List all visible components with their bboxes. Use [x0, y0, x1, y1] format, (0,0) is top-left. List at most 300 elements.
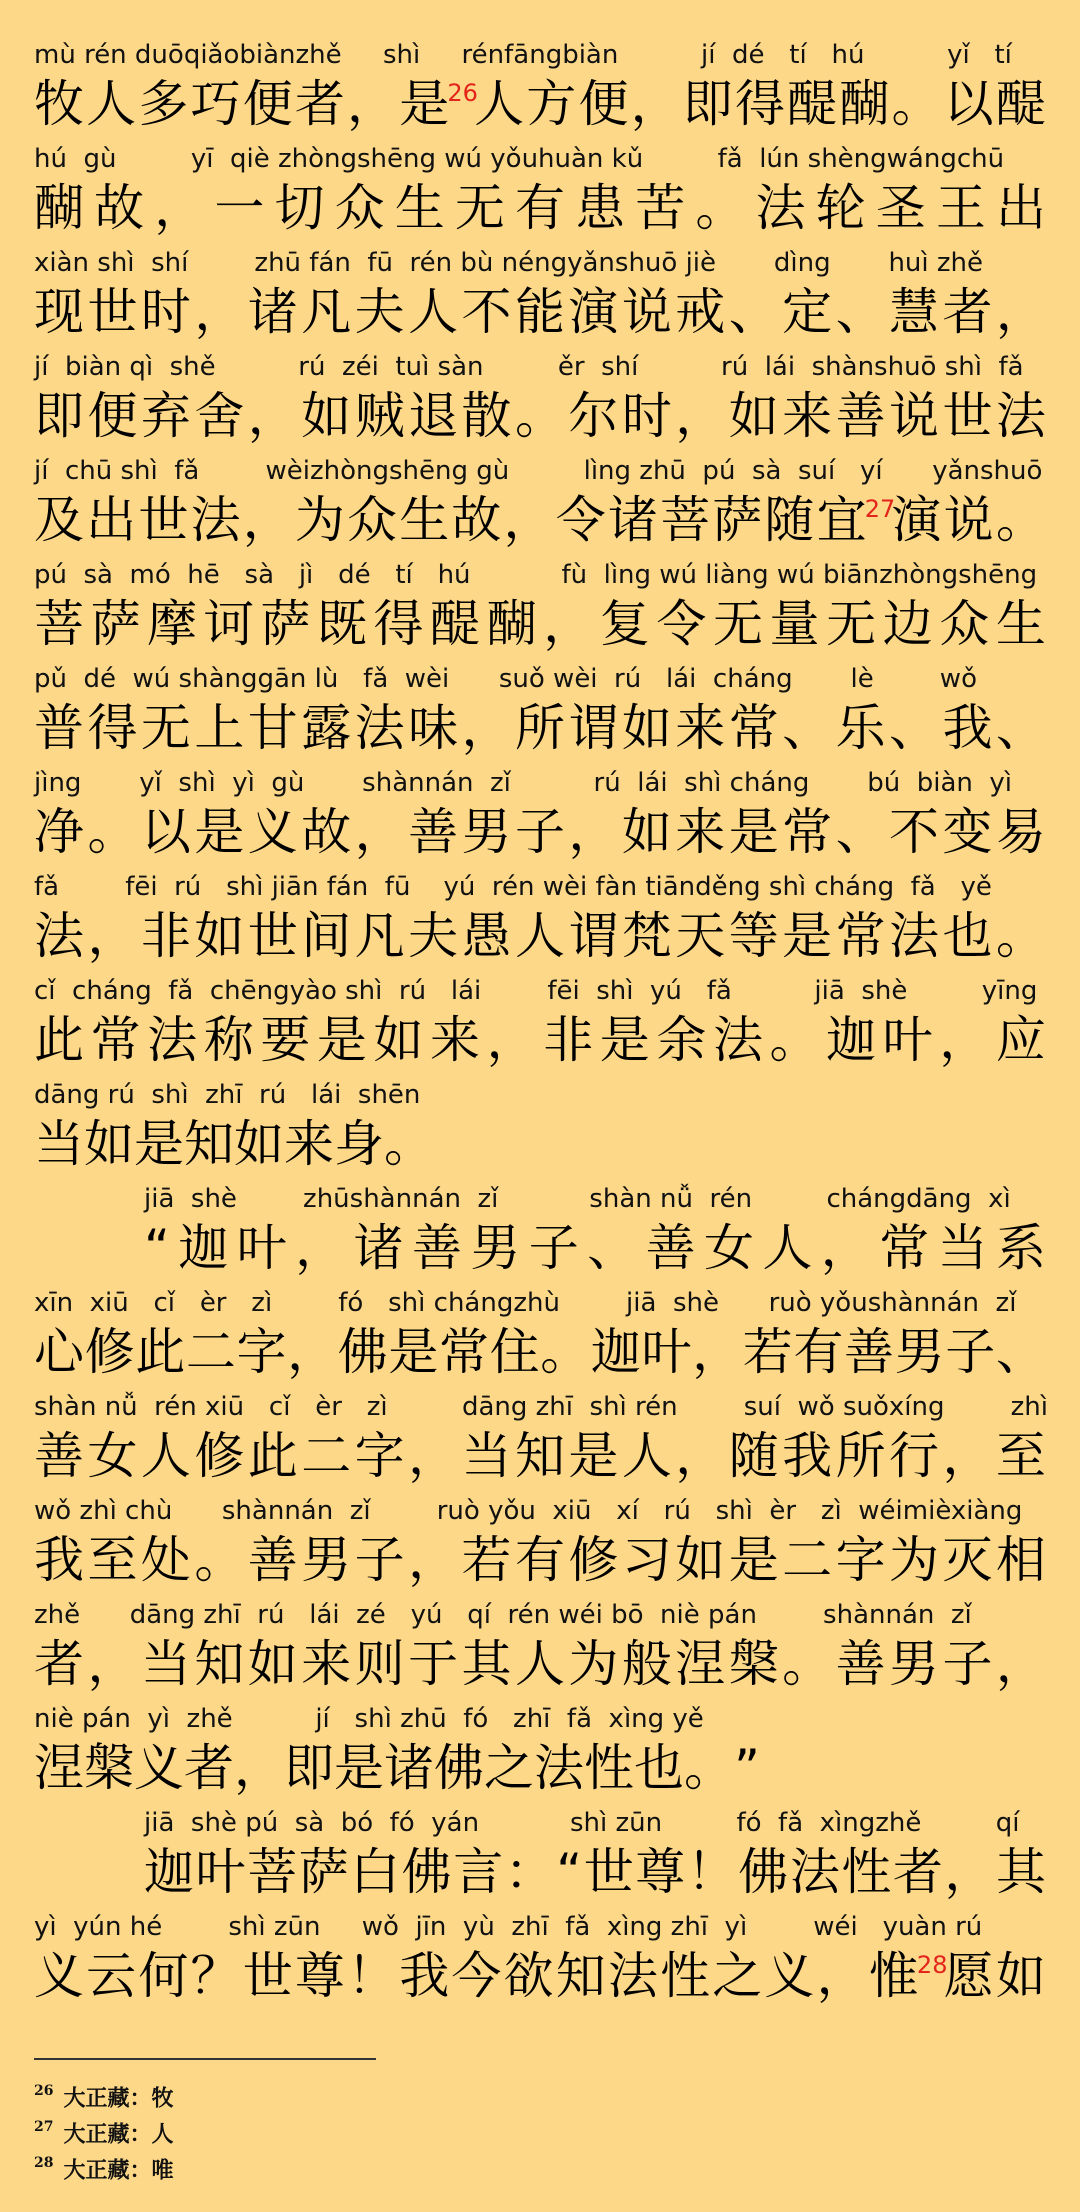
- glyph: 如: [247, 1635, 298, 1693]
- glyph: 二: [782, 1531, 833, 1589]
- footnote-number: 28: [34, 2155, 54, 2171]
- glyph: 是: [728, 803, 779, 861]
- glyph: 乐: [835, 699, 886, 757]
- glyph: 于: [408, 1635, 459, 1693]
- glyph: 是: [728, 1531, 779, 1589]
- verse-line: [34, 454, 1046, 558]
- footnote-ref[interactable]: 26: [447, 79, 478, 107]
- glyph: 迦: [144, 1843, 194, 1901]
- glyph: 诸: [353, 1219, 404, 1277]
- glyph: 如: [301, 387, 352, 445]
- glyph: 既: [316, 595, 367, 653]
- glyph: 常: [728, 699, 779, 757]
- glyph: 凡: [354, 907, 405, 965]
- glyph: 萨: [260, 595, 311, 653]
- glyph: ，: [820, 1219, 871, 1277]
- footnote-ref[interactable]: 28: [916, 1951, 948, 1979]
- glyph: 字: [354, 1427, 405, 1485]
- glyph: 边: [882, 595, 933, 653]
- glyph: 如: [373, 1011, 424, 1069]
- glyph: ，: [461, 699, 512, 757]
- glyph: ，: [995, 1635, 1046, 1693]
- chinese-text: [34, 1632, 1046, 1696]
- pinyin-annotation: jiā shè zhūshànnán zǐ shàn nǚ rén chángdāng xì: [144, 1184, 1011, 1214]
- glyph: ！: [347, 1947, 398, 2005]
- glyph: ，: [675, 387, 726, 445]
- chinese-text: [144, 1840, 1046, 1904]
- glyph: 患: [575, 179, 626, 237]
- glyph: 醐: [839, 75, 890, 133]
- chinese-text: [34, 800, 1046, 864]
- chinese-text: [34, 592, 1046, 656]
- glyph: ，: [354, 803, 405, 861]
- glyph: 醍: [787, 75, 838, 133]
- glyph: 子: [942, 1635, 993, 1693]
- glyph: 是: [568, 1427, 619, 1485]
- glyph: 现: [34, 283, 84, 341]
- glyph: 法: [147, 1011, 198, 1069]
- chinese-text: [34, 488, 1046, 552]
- footnote-number: 27: [34, 2119, 54, 2135]
- verse-line: [34, 974, 1046, 1078]
- glyph: 者: [184, 1739, 234, 1797]
- glyph: 无: [454, 179, 505, 237]
- glyph: 诸: [247, 283, 298, 341]
- glyph: 女: [87, 1427, 138, 1485]
- glyph: 知: [194, 1635, 245, 1693]
- glyph: 。: [769, 1011, 820, 1069]
- glyph: 子: [514, 803, 565, 861]
- glyph: 众: [334, 179, 385, 237]
- glyph: 法: [789, 1843, 840, 1901]
- glyph: 演: [891, 491, 942, 549]
- glyph: 诃: [203, 595, 254, 653]
- glyph: ，: [568, 803, 619, 861]
- glyph: 非: [140, 907, 191, 965]
- glyph: 便: [578, 75, 629, 133]
- glyph: 无: [140, 699, 191, 757]
- glyph: 佛: [337, 1323, 388, 1381]
- glyph: 愿: [943, 1947, 994, 2005]
- glyph: ，: [942, 1427, 993, 1485]
- verse-line: [34, 142, 1046, 246]
- glyph: 演: [568, 283, 619, 341]
- glyph: 、: [995, 699, 1046, 757]
- glyph: 菩: [660, 491, 711, 549]
- chinese-text: [34, 384, 1046, 448]
- glyph: 众: [939, 595, 990, 653]
- glyph: 世: [138, 491, 189, 549]
- glyph: 谓: [568, 907, 619, 965]
- glyph: “: [144, 1219, 170, 1277]
- pinyin-annotation: hú gù yī qiè zhòngshēng wú yǒuhuàn kǔ fǎ lún shèngwángchū: [34, 144, 1005, 174]
- glyph: 知: [514, 1427, 565, 1485]
- glyph: 是: [399, 75, 450, 133]
- glyph: ，: [408, 1531, 459, 1589]
- glyph: ：: [504, 1843, 555, 1901]
- glyph: 普: [34, 699, 84, 757]
- glyph: 易: [995, 803, 1046, 861]
- glyph: 槃: [84, 1739, 134, 1797]
- glyph: 众: [347, 491, 398, 549]
- glyph: 之: [484, 1739, 534, 1797]
- glyph: 萨: [298, 1843, 349, 1901]
- chinese-text: [34, 1424, 1046, 1488]
- glyph: 醍: [995, 75, 1046, 133]
- glyph: 义: [34, 1947, 84, 2005]
- glyph: 时: [621, 387, 672, 445]
- verse-line: [34, 38, 1046, 142]
- glyph: 不: [889, 803, 939, 861]
- chinese-text: [34, 904, 1046, 968]
- glyph: ？: [190, 1947, 241, 2005]
- glyph: 是: [599, 1011, 650, 1069]
- glyph: 槃: [728, 1635, 779, 1693]
- glyph: 常: [439, 1323, 489, 1381]
- glyph: 弃: [140, 387, 191, 445]
- glyph: 者: [892, 1843, 943, 1901]
- glyph: 处: [140, 1531, 191, 1589]
- glyph: 叶: [195, 1843, 246, 1901]
- chinese-text: [34, 1528, 1046, 1592]
- glyph: 为: [294, 491, 345, 549]
- glyph: 何: [138, 1947, 189, 2005]
- glyph: 、: [587, 1219, 638, 1277]
- glyph: 世: [247, 907, 298, 965]
- glyph: ，: [194, 283, 245, 341]
- glyph: 愚: [461, 907, 512, 965]
- glyph: 、: [728, 283, 779, 341]
- glyph: 来: [782, 387, 833, 445]
- glyph: ，: [675, 1427, 726, 1485]
- glyph: 散: [461, 387, 512, 445]
- glyph: 。: [540, 1323, 591, 1381]
- pinyin-annotation: shàn nǚ rén xiū cǐ èr zì dāng zhī shì rén suí wǒ suǒxíng zhì: [34, 1392, 1048, 1422]
- glyph: 者: [942, 283, 993, 341]
- glyph: ，: [154, 179, 205, 237]
- glyph: 世: [583, 1843, 634, 1901]
- glyph: 如: [84, 1115, 134, 1173]
- glyph: 。: [995, 907, 1046, 965]
- verse-line: [34, 662, 1046, 766]
- footnote-text: 大正藏：唯: [63, 2157, 174, 2184]
- glyph: ，: [347, 75, 398, 133]
- glyph: 醐: [486, 595, 537, 653]
- glyph: ，: [295, 1219, 346, 1277]
- glyph: 二: [301, 1427, 352, 1485]
- glyph: 得: [734, 75, 785, 133]
- glyph: 我: [942, 699, 993, 757]
- glyph: 是: [134, 1115, 184, 1173]
- glyph: 当: [140, 1635, 191, 1693]
- glyph: 。: [194, 1531, 245, 1589]
- glyph: 尊: [294, 1947, 345, 2005]
- verse-line: [34, 1910, 1046, 2014]
- glyph: 尔: [568, 387, 619, 445]
- glyph: 无: [712, 595, 763, 653]
- glyph: 生: [399, 491, 450, 549]
- glyph: 法: [889, 907, 939, 965]
- footnote-item: [34, 2111, 634, 2147]
- glyph: 善: [411, 1219, 462, 1277]
- glyph: 便: [87, 387, 138, 445]
- glyph: 萨: [90, 595, 141, 653]
- glyph: 说: [889, 387, 939, 445]
- glyph: 切: [274, 179, 325, 237]
- glyph: 露: [301, 699, 352, 757]
- glyph: 也: [634, 1739, 684, 1797]
- glyph: ，: [995, 283, 1046, 341]
- glyph: 。: [891, 75, 942, 133]
- glyph: 佛: [434, 1739, 484, 1797]
- glyph: 我: [782, 1427, 833, 1485]
- glyph: 如: [621, 803, 672, 861]
- glyph: 云: [86, 1947, 137, 2005]
- glyph: 能: [514, 283, 565, 341]
- glyph: 随: [764, 491, 815, 549]
- verse-line: [34, 246, 1046, 350]
- glyph: 时: [140, 283, 191, 341]
- verse-line: [34, 1702, 1046, 1806]
- glyph: ，: [247, 387, 298, 445]
- verse-line: [34, 1078, 1046, 1182]
- glyph: 萨: [712, 491, 763, 549]
- glyph: 男: [301, 1531, 352, 1589]
- glyph: 舍: [194, 387, 245, 445]
- glyph: 随: [728, 1427, 779, 1485]
- glyph: 二: [185, 1323, 236, 1381]
- chinese-text: [34, 280, 1046, 344]
- footnote-ref[interactable]: 27: [864, 495, 896, 523]
- glyph: ，: [486, 1011, 537, 1069]
- footnote-divider: [34, 2058, 376, 2060]
- glyph: 性: [660, 1947, 711, 2005]
- glyph: 、: [835, 803, 886, 861]
- glyph: 、: [889, 699, 939, 757]
- glyph: 世: [942, 387, 993, 445]
- glyph: 为: [568, 1635, 619, 1693]
- footnote-text: 大正藏：牧: [63, 2085, 174, 2112]
- glyph: 法: [354, 699, 405, 757]
- glyph: 人: [86, 75, 137, 133]
- glyph: 称: [203, 1011, 254, 1069]
- verse-line: [34, 350, 1046, 454]
- glyph: 行: [889, 1427, 939, 1485]
- glyph: 凡: [301, 283, 352, 341]
- glyph: 也: [942, 907, 993, 965]
- glyph: 。: [514, 387, 565, 445]
- glyph: 当: [34, 1115, 84, 1173]
- glyph: 如: [194, 907, 245, 965]
- glyph: ，: [408, 1427, 459, 1485]
- glyph: 是: [316, 1011, 367, 1069]
- glyph: 此: [34, 1011, 84, 1069]
- glyph: 义: [247, 803, 298, 861]
- glyph: 以: [943, 75, 994, 133]
- glyph: 子: [945, 1323, 996, 1381]
- glyph: 天: [675, 907, 726, 965]
- glyph: 佛: [401, 1843, 452, 1901]
- glyph: 醐: [34, 179, 84, 237]
- glyph: 善: [247, 1531, 298, 1589]
- glyph: 性: [584, 1739, 634, 1797]
- glyph: 令: [555, 491, 606, 549]
- glyph: 、: [782, 699, 833, 757]
- glyph: ，: [87, 907, 138, 965]
- glyph: 欲: [503, 1947, 554, 2005]
- glyph: 。: [87, 803, 138, 861]
- glyph: 法: [534, 1739, 584, 1797]
- glyph: 出: [86, 491, 137, 549]
- glyph: 白: [350, 1843, 401, 1901]
- glyph: ”: [734, 1739, 760, 1797]
- verse-line: [34, 1598, 1046, 1702]
- glyph: 法: [190, 491, 241, 549]
- glyph: 是: [782, 907, 833, 965]
- glyph: 法: [755, 179, 806, 237]
- chinese-text: [34, 1736, 1046, 1800]
- glyph: 退: [408, 387, 459, 445]
- glyph: 多: [138, 75, 189, 133]
- pinyin-annotation: fǎ fēi rú shì jiān fán fū yú rén wèi fàn tiānděng shì cháng fǎ yě: [34, 872, 992, 902]
- glyph: 则: [354, 1635, 405, 1693]
- glyph: 是: [388, 1323, 439, 1381]
- glyph: 来: [284, 1115, 334, 1173]
- glyph: 一: [214, 179, 265, 237]
- glyph: 要: [260, 1011, 311, 1069]
- glyph: 心: [34, 1323, 84, 1381]
- glyph: 男: [470, 1219, 521, 1277]
- glyph: 及: [34, 491, 84, 549]
- chinese-text: [34, 1944, 1046, 2008]
- glyph: 我: [399, 1947, 450, 2005]
- chinese-text: [34, 176, 1046, 240]
- pinyin-annotation: niè pán yì zhě jí shì zhū fó zhī fǎ xìng yě: [34, 1704, 704, 1734]
- glyph: 性: [841, 1843, 892, 1901]
- glyph: 即: [34, 387, 84, 445]
- glyph: 相: [995, 1531, 1046, 1589]
- glyph: 。: [384, 1115, 434, 1173]
- glyph: 当: [937, 1219, 988, 1277]
- glyph: 、: [995, 1323, 1046, 1381]
- glyph: ，: [242, 491, 293, 549]
- verse-line: [144, 1806, 1046, 1910]
- glyph: 善: [34, 1427, 84, 1485]
- glyph: 若: [461, 1531, 512, 1589]
- glyph: 变: [942, 803, 993, 861]
- glyph: 是: [194, 803, 245, 861]
- glyph: ，: [87, 1635, 138, 1693]
- footnote-text: 大正藏：人: [63, 2121, 174, 2148]
- glyph: 常: [90, 1011, 141, 1069]
- glyph: 叶: [641, 1323, 692, 1381]
- glyph: 。: [995, 491, 1046, 549]
- glyph: ，: [287, 1323, 338, 1381]
- glyph: 佛: [738, 1843, 789, 1901]
- glyph: 。: [782, 1635, 833, 1693]
- glyph: 诸: [384, 1739, 434, 1797]
- glyph: 余: [656, 1011, 707, 1069]
- glyph: 味: [408, 699, 459, 757]
- chinese-text: [34, 1320, 1046, 1384]
- glyph: 言: [453, 1843, 504, 1901]
- chinese-text: [144, 1216, 1046, 1280]
- glyph: 量: [769, 595, 820, 653]
- glyph: 人: [514, 907, 565, 965]
- glyph: 者: [294, 75, 345, 133]
- glyph: 间: [301, 907, 352, 965]
- glyph: 来: [301, 1635, 352, 1693]
- glyph: 、: [835, 283, 886, 341]
- glyph: 人: [762, 1219, 813, 1277]
- glyph: 男: [889, 1635, 939, 1693]
- glyph: 灭: [942, 1531, 993, 1589]
- glyph: 我: [34, 1531, 84, 1589]
- glyph: 习: [621, 1531, 672, 1589]
- glyph: 有: [793, 1323, 844, 1381]
- glyph: 世: [242, 1947, 293, 2005]
- glyph: 者: [34, 1635, 84, 1693]
- glyph: 系: [996, 1219, 1046, 1277]
- glyph: 无: [826, 595, 877, 653]
- glyph: 般: [621, 1635, 672, 1693]
- glyph: 得: [87, 699, 138, 757]
- glyph: 法: [995, 387, 1046, 445]
- glyph: 字: [236, 1323, 287, 1381]
- glyph: ，: [816, 1947, 867, 2005]
- glyph: 涅: [675, 1635, 726, 1693]
- chinese-text: [34, 1112, 1046, 1176]
- glyph: ，: [692, 1323, 743, 1381]
- glyph: 若: [742, 1323, 793, 1381]
- pinyin-annotation: zhě dāng zhī rú lái zé yú qí rén wéi bō niè pán shànnán zǐ: [34, 1600, 972, 1630]
- glyph: 法: [34, 907, 84, 965]
- verse-line: [34, 1390, 1046, 1494]
- glyph: 迦: [826, 1011, 877, 1069]
- glyph: 其: [995, 1843, 1046, 1901]
- glyph: ，: [630, 75, 681, 133]
- glyph: 轮: [815, 179, 866, 237]
- glyph: 夫: [354, 283, 405, 341]
- glyph: 慧: [889, 283, 939, 341]
- glyph: 来: [675, 803, 726, 861]
- glyph: 即: [284, 1739, 334, 1797]
- glyph: 至: [87, 1531, 138, 1589]
- glyph: 如: [621, 699, 672, 757]
- glyph: 修: [194, 1427, 245, 1485]
- glyph: 女: [703, 1219, 754, 1277]
- glyph: ，: [543, 595, 594, 653]
- glyph: 生: [995, 595, 1046, 653]
- glyph: 生: [394, 179, 445, 237]
- glyph: 有: [515, 179, 565, 237]
- glyph: 便: [242, 75, 293, 133]
- glyph: 迦: [178, 1219, 229, 1277]
- glyph: 子: [354, 1531, 405, 1589]
- glyph: ，: [503, 491, 554, 549]
- glyph: 有: [514, 1531, 565, 1589]
- glyph: 迦: [590, 1323, 641, 1381]
- footnote-item: [34, 2075, 634, 2111]
- glyph: 诸: [607, 491, 658, 549]
- glyph: 身: [334, 1115, 384, 1173]
- glyph: 法: [712, 1011, 763, 1069]
- verse-line: [34, 1286, 1046, 1390]
- glyph: 故: [94, 179, 145, 237]
- glyph: 醍: [430, 595, 481, 653]
- pinyin-annotation: xiàn shì shí zhū fán fū rén bù néngyǎnshuō jiè dìng huì zhě: [34, 248, 984, 278]
- glyph: 宜: [816, 491, 867, 549]
